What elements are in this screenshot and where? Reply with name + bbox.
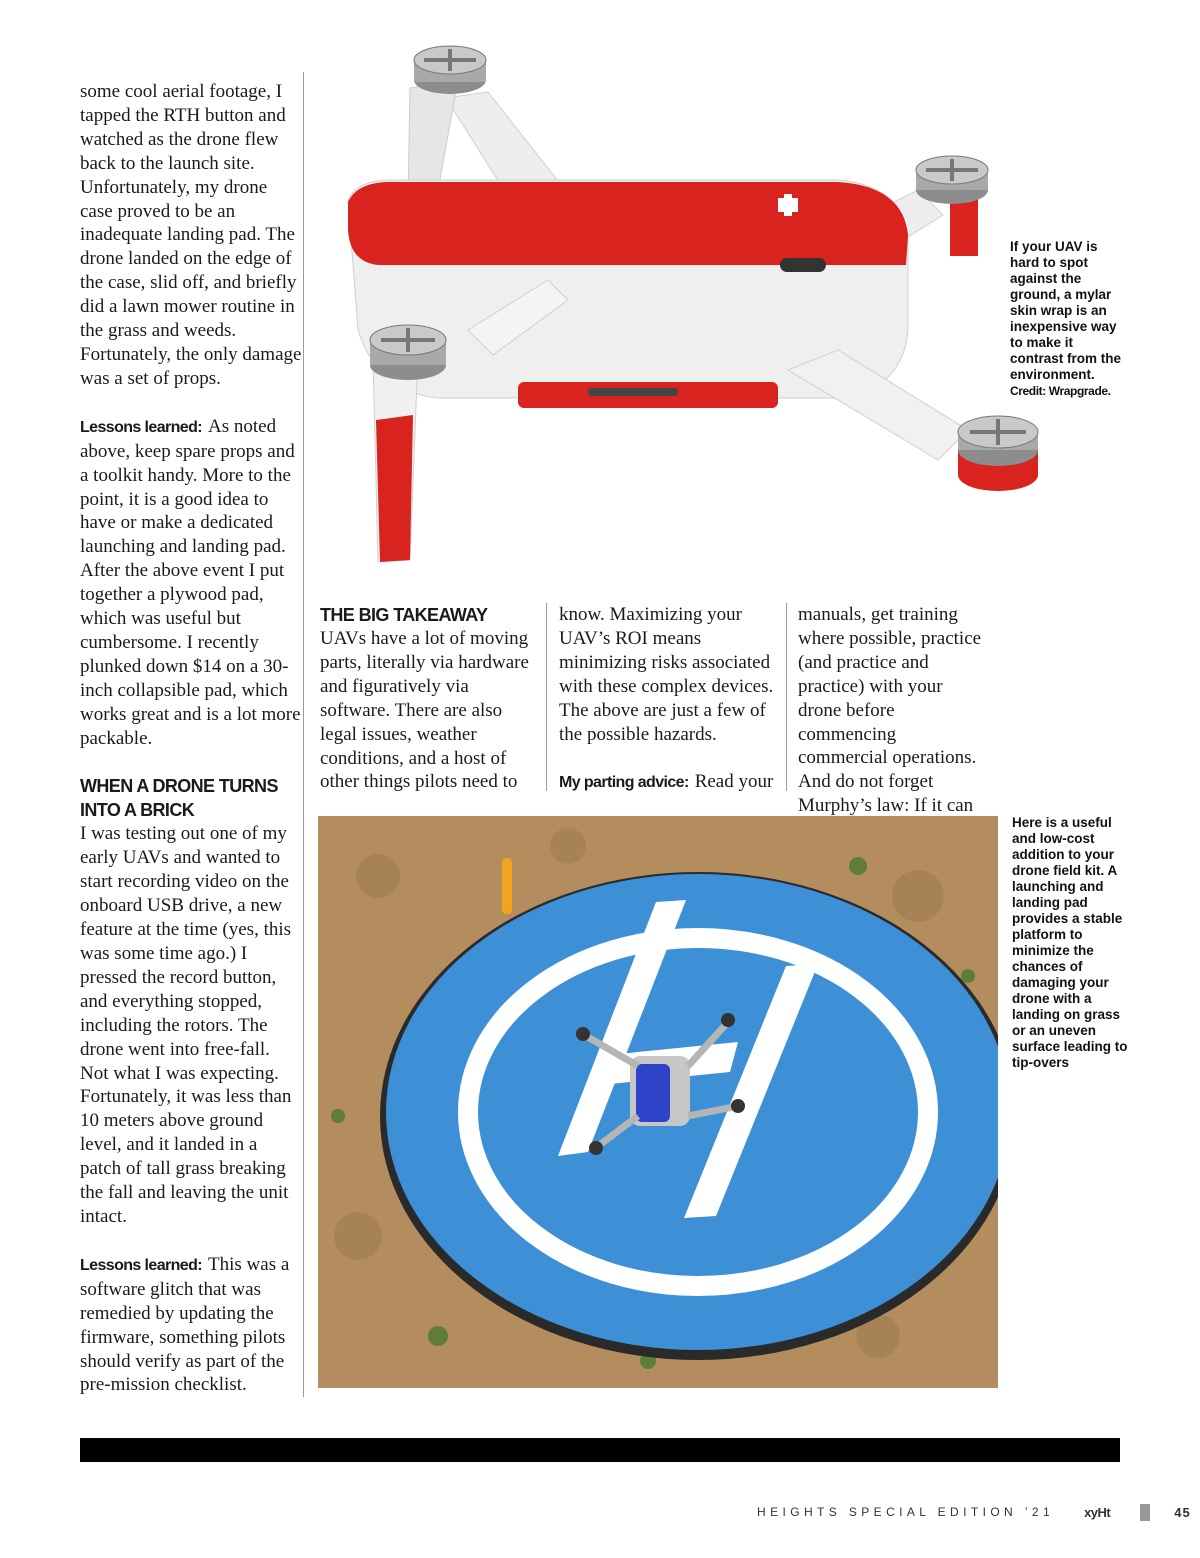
- photo-credit: Credit: Wrapgrade.: [1010, 384, 1111, 398]
- page-number: 45: [1174, 1504, 1191, 1520]
- paragraph: manuals, get training where possible, practice (and practice and practice) with your drone before commencing commercial operations. And do not forget Murphy’s law: If it can: [798, 603, 988, 842]
- drone-skin-wrap-photo: [318, 30, 1058, 580]
- paragraph: My parting advice: Read your: [559, 771, 774, 793]
- paragraph: Lessons learned: As noted above, keep spare props and a toolkit handy. More to the point, it is a good idea to have or make a dedicated launching and landing pad. After the above event I put together a plywood pad, which was useful but cumbersome. I recently plunked down $14 on a 30-inch collapsible pad, which works great and is a lot more packable.: [80, 415, 301, 749]
- column-rule: [786, 603, 787, 791]
- section-heading: WHEN A DRONE TURNS INTO A BRICK: [80, 776, 278, 821]
- column-rule: [303, 72, 304, 1397]
- article-column-4: [798, 603, 988, 842]
- section-heading: THE BIG TAKEAWAY: [320, 605, 488, 625]
- paragraph: I was testing out one of my early UAVs and wanted to start recording video on the onboard USB drive, a new feature at the time (yes, this was some time ago.) I pressed the record button, and everything stopped, including the rotors. The drone went into free-fall. Not what I was expecting. Fortunately, it was less than 10 meters above ground level, and it landed in a patch of tall grass breaking the fall and leaving the unit intact.: [80, 823, 292, 1227]
- column-rule: [546, 603, 547, 791]
- page-footer: [757, 1502, 1191, 1522]
- footer-block: [1140, 1504, 1150, 1521]
- paragraph: Lessons learned: This was a software glitch that was remedied by updating the firmware, something pilots should verify as part of the pre-mission checklist.: [80, 1253, 290, 1396]
- photo-caption-skin-wrap: If your UAV is hard to spot against the ground, a mylar skin wrap is an inexpensive way to make it contrast from the environment. Credit: Wrapgrade.: [1010, 239, 1122, 398]
- paragraph: some cool aerial footage, I tapped the RTH button and watched as the drone flew back to the launch site. Unfortunately, my drone case proved to be an inadequate landing pad. The drone landed on the edge of the case, slid off, and briefly did a lawn mower routine in the grass and weeds. Fortunately, the only damage was a set of props.: [80, 81, 302, 389]
- lead-in: My parting advice:: [559, 774, 689, 792]
- lead-in: Lessons learned:: [80, 1256, 203, 1274]
- magazine-brand: xyHt: [1084, 1504, 1111, 1520]
- photo-caption-landing-pad: Here is a useful and low-cost addition to your drone field kit. A launching and landing pad provides a stable platform to minimize the chances of damaging your drone with a landing on grass or an uneven surface leading to tip-overs: [1012, 815, 1128, 1070]
- article-column-2: [320, 603, 540, 794]
- landing-pad-photo: [318, 816, 998, 1388]
- edition-label: HEIGHTS SPECIAL EDITION ’21: [757, 1505, 1055, 1519]
- paragraph: UAVs have a lot of moving parts, literally via hardware and figuratively via software. There are also legal issues, weather conditions, and a host of other things pilots need to: [320, 628, 529, 793]
- paragraph: know. Maximizing your UAV’s ROI means minimizing risks associated with these complex devices. The above are just a few of the possible hazards.: [559, 604, 774, 745]
- article-column-1: [80, 80, 302, 1397]
- lead-in: Lessons learned:: [80, 418, 203, 436]
- article-column-3: [559, 603, 779, 795]
- footer-bar: [80, 1438, 1120, 1462]
